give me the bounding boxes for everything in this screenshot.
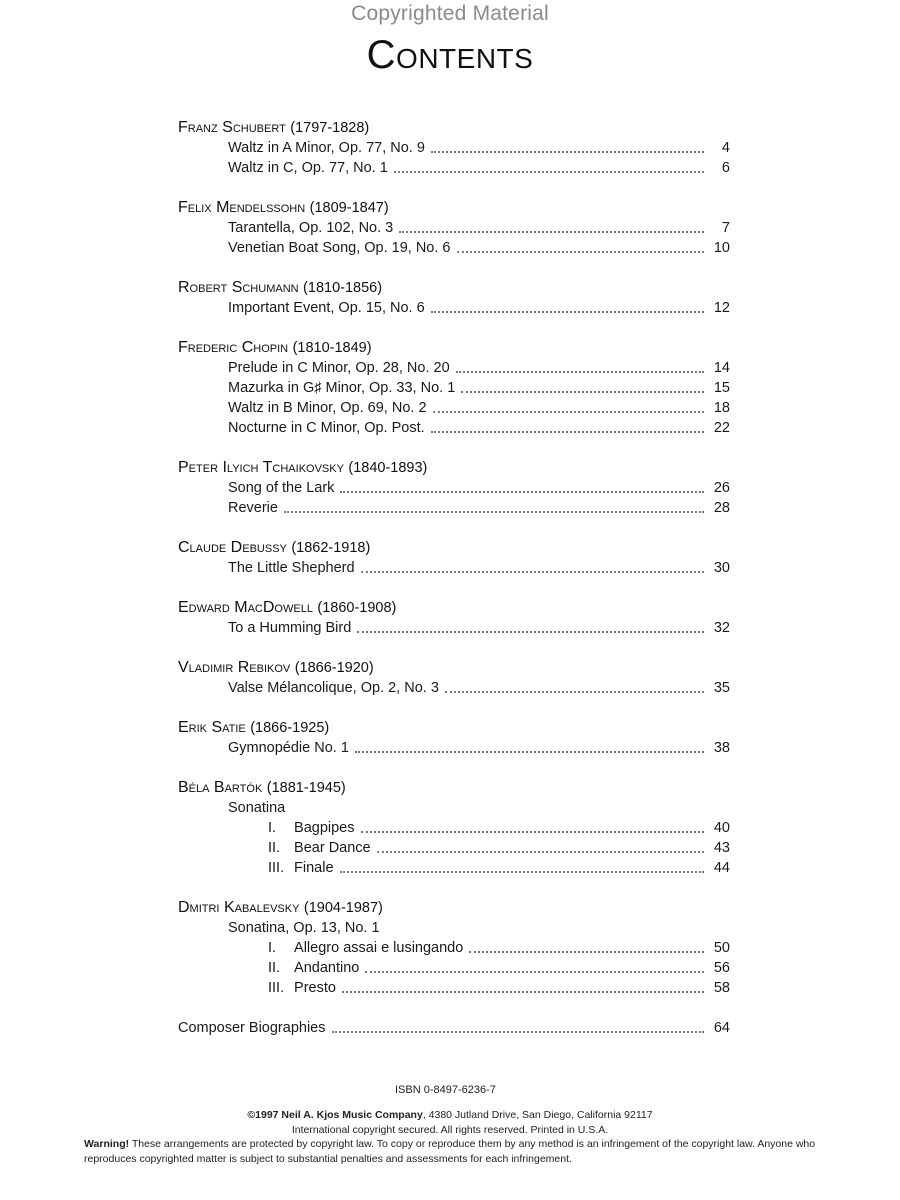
isbn: ISBN 0-8497-6236-7 [395,1084,496,1096]
toc-entry[interactable]: Mazurka in G♯ Minor, Op. 33, No. 1 15 [228,380,730,396]
composer-block [178,338,730,438]
warning-label: Warning! [84,1138,130,1150]
composer-block [178,778,730,878]
composer-block [178,458,730,518]
composer-heading: Franz Schubert (1797-1828) [178,119,370,136]
toc-entry[interactable]: The Little Shepherd 30 [228,560,730,576]
toc-entry[interactable]: Venetian Boat Song, Op. 19, No. 6 10 [228,240,730,256]
composer-heading: Frederic Chopin (1810-1849) [178,339,372,356]
composer-block [178,538,730,578]
composer-block [178,118,730,178]
warning-text: These arrangements are protected by copyright law. To copy or reproduce them by any method is an infringement of the copyright law. Anyone who reproduces copyrighted matter is subject to substantial penalties and assessments for each infringement. [84,1138,816,1165]
toc-entry[interactable]: Important Event, Op. 15, No. 6 12 [228,300,730,316]
toc-entry[interactable]: Waltz in A Minor, Op. 77, No. 9 4 [228,140,730,156]
toc-subentry[interactable]: I. Bagpipes 40 [268,820,730,836]
toc-entry[interactable]: Prelude in C Minor, Op. 28, No. 20 14 [228,360,730,376]
toc-entry[interactable]: Song of the Lark 26 [228,480,730,496]
composer-heading: Vladimir Rebikov (1866-1920) [178,659,374,676]
toc-entry[interactable]: Tarantella, Op. 102, No. 3 7 [228,220,730,236]
toc-subentry[interactable]: III. Presto 58 [268,980,730,996]
composer-block [178,898,730,998]
toc-entry[interactable]: Nocturne in C Minor, Op. Post. 22 [228,420,730,436]
toc-entry[interactable]: To a Humming Bird 32 [228,620,730,636]
composer-block [178,598,730,638]
composer-block [178,718,730,758]
composer-heading: Edward MacDowell (1860-1908) [178,599,397,616]
copyright-notice [0,1108,900,1138]
composer-heading: Robert Schumann (1810-1856) [178,279,383,296]
toc-subentry[interactable]: II. Bear Dance 43 [268,840,730,856]
table-of-contents [178,118,730,1038]
work-subheading: Sonatina, Op. 13, No. 1 [228,920,380,936]
composer-block [178,658,730,698]
toc-entry[interactable]: Gymnopédie No. 1 38 [228,740,730,756]
warning-notice [84,1137,824,1167]
composer-heading: Béla Bartók (1881-1945) [178,779,346,796]
watermark: Copyrighted Material [351,2,549,25]
toc-entry[interactable]: Reverie 28 [228,500,730,516]
toc-entry-biographies[interactable]: Composer Biographies 64 [178,1020,730,1036]
composer-heading: Claude Debussy (1862-1918) [178,539,371,556]
publisher-address: , 4380 Jutland Drive, San Diego, California 92117 [422,1109,653,1121]
toc-entry[interactable]: Waltz in C, Op. 77, No. 1 6 [228,160,730,176]
toc-subentry[interactable]: II. Andantino 56 [268,960,730,976]
page-title: Contents [366,33,534,77]
composer-heading: Peter Ilyich Tchaikovsky (1840-1893) [178,459,428,476]
composer-block [178,278,730,318]
composer-heading: Felix Mendelssohn (1809-1847) [178,199,389,216]
toc-subentry[interactable]: I. Allegro assai e lusingando 50 [268,940,730,956]
composer-heading: Erik Satie (1866-1925) [178,719,330,736]
copyright-holder: ©1997 Neil A. Kjos Music Company [247,1109,423,1121]
toc-entry[interactable]: Valse Mélancolique, Op. 2, No. 3 35 [228,680,730,696]
toc-entry[interactable]: Waltz in B Minor, Op. 69, No. 2 18 [228,400,730,416]
composer-block [178,198,730,258]
rights-statement: International copyright secured. All rights reserved. Printed in U.S.A. [291,1124,609,1136]
composer-heading: Dmitri Kabalevsky (1904-1987) [178,899,383,916]
work-subheading: Sonatina [228,800,286,816]
toc-subentry[interactable]: III. Finale 44 [268,860,730,876]
